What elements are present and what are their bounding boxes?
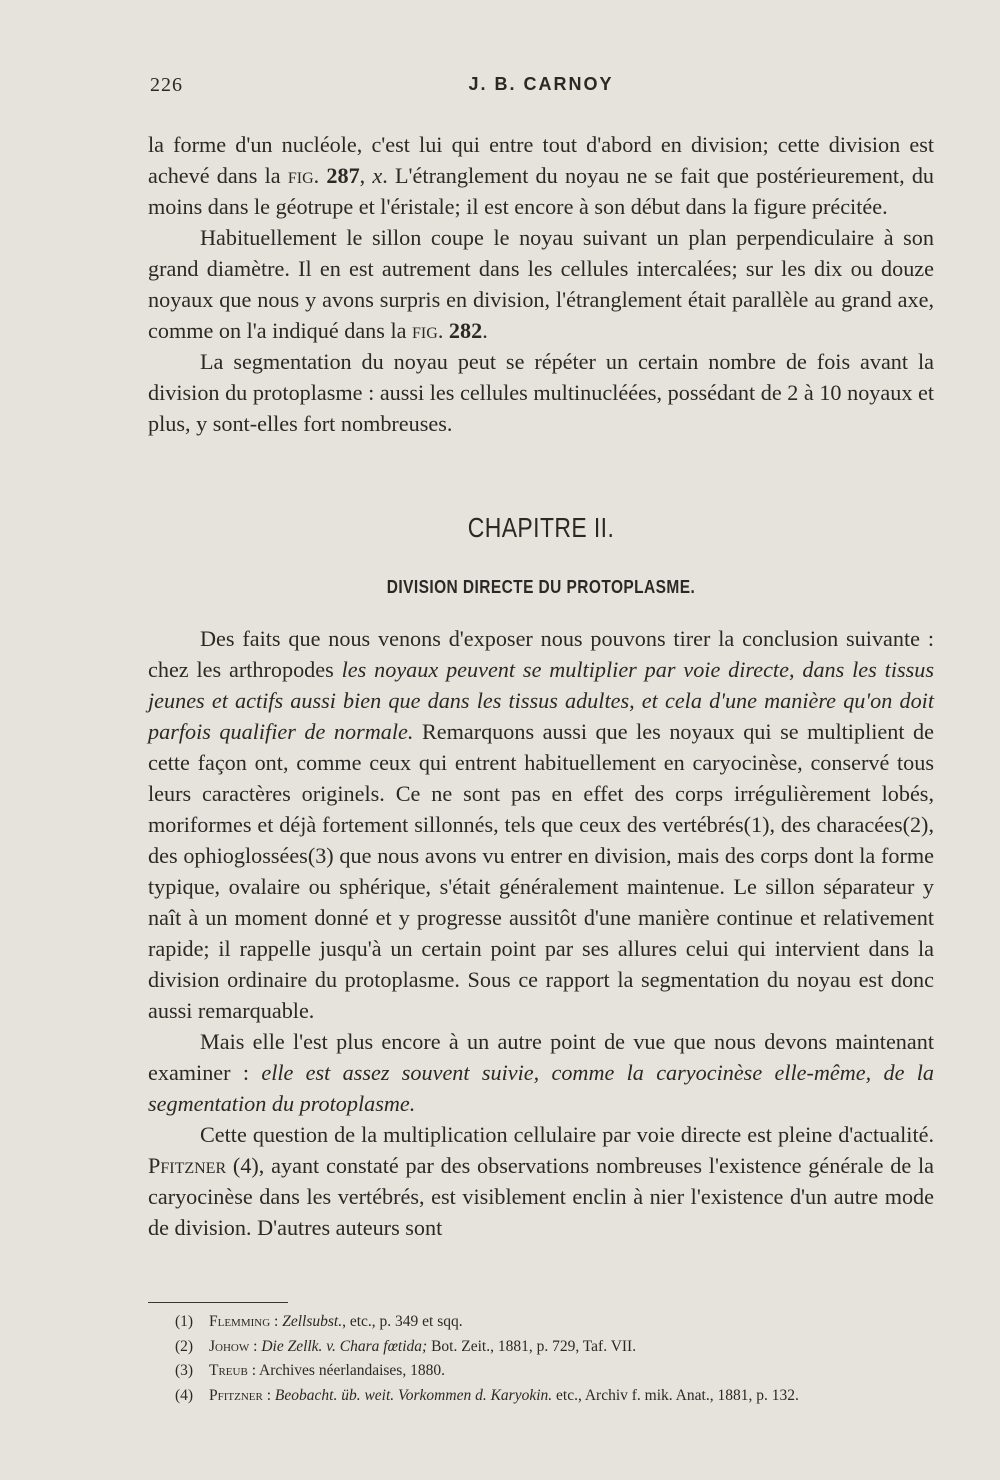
text-run: Cette question de la multiplication cellulaire par voie directe est pleine d'actualité. bbox=[200, 1122, 934, 1147]
footnote-ref: Archives néerlandaises, 1880. bbox=[259, 1362, 445, 1379]
text-run: : bbox=[247, 1362, 260, 1379]
italic-run: les noyaux peuvent se multiplier par voie directe, dans les tissus jeunes et actifs aussi bien que dans les tissus adultes, et cela d'une manière qu'on doit parfois qualifier de normale. bbox=[148, 657, 934, 744]
footnote-number: (1) bbox=[175, 1313, 194, 1330]
footnote-title: Beobacht. üb. weit. Vorkommen d. Karyokin. bbox=[274, 1386, 553, 1404]
text-block-top bbox=[148, 129, 934, 439]
text-run: (4), ayant constaté par des observations nombreuses l'existence générale de la caryocinèse dans les vertébrés, est visiblement enclin à nier l'existence d'un autre mode de division. D'autres auteurs sont bbox=[148, 1153, 934, 1240]
footnote-ref: Bot. Zeit., 1881, p. 729, Taf. VII. bbox=[427, 1337, 637, 1355]
footnote-ref: , etc., p. 349 et sqq. bbox=[342, 1313, 463, 1330]
footnote bbox=[175, 1335, 935, 1360]
footnote-author: Treub bbox=[209, 1362, 248, 1379]
page-number: 226 bbox=[150, 74, 183, 96]
italic-run: elle est assez souvent suivie, comme la caryocinèse elle-même, de la segmentation du protoplasme. bbox=[148, 1060, 934, 1116]
text-run: la forme d'un nucléole, c'est lui qui entre tout d'abord en division; cette division est achevé dans la bbox=[148, 132, 934, 188]
footnote bbox=[175, 1384, 935, 1409]
text-run: Remarquons aussi que les noyaux qui se multiplient de cette façon ont, comme ceux qui entrent habituellement en caryocinèse, conservé tous leurs caractères originels. Ce ne sont pas en effet des corps irrégulièrement lobés, moriformes et déjà fortement sillonnés, tels que ceux des vertébrés(1), des characées(2), des ophioglossées(3) que nous avons vu entrer en division, mais des corps dont la forme typique, ovalaire ou sphérique, s'était généralement maintenue. Le sillon séparateur y naît à un moment donné et y progresse aussitôt d'une manière continue et relativement rapide; il rappelle jusqu'à un certain point par ses allures celui qui intervient dans la division ordinaire du protoplasme. Sous ce rapport la segmentation du noyau est donc aussi remarquable. bbox=[148, 719, 934, 1023]
text-run: : bbox=[262, 1386, 275, 1404]
fig-number: 282 bbox=[448, 318, 483, 343]
text-run: Mais elle l'est plus encore à un autre point de vue que nous devons maintenant examiner : bbox=[148, 1029, 934, 1085]
fig-letter: x bbox=[372, 163, 383, 188]
chapter-subtitle: DIVISION DIRECTE DU PROTOPLASME. bbox=[386, 577, 696, 597]
footnote-title: Zellsubst. bbox=[282, 1313, 343, 1330]
text-run: Habituellement le sillon coupe le noyau suivant un plan perpendiculaire à son grand diamètre. Il en est autrement dans les cellules intercalées; sur les dix ou douze noyaux que nous y avons surpris en division, l'étranglement était parallèle au grand axe, comme on l'a indiqué dans la bbox=[148, 225, 934, 343]
footnote-author: Pfitzner bbox=[209, 1386, 263, 1404]
footnote-number: (4) bbox=[175, 1386, 194, 1404]
footnote-ref: etc., Archiv f. mik. Anat., 1881, p. 132. bbox=[552, 1386, 799, 1404]
text-run: : bbox=[249, 1337, 262, 1355]
footnote-number: (3) bbox=[175, 1362, 194, 1379]
footnotes bbox=[175, 1310, 935, 1408]
text-run: . bbox=[482, 318, 488, 343]
footnote-author: Johow bbox=[209, 1337, 250, 1355]
fig-label: fig. bbox=[287, 163, 320, 188]
footnote-number: (2) bbox=[175, 1337, 194, 1355]
footnote-title: Die Zellk. v. Chara fœtida; bbox=[261, 1337, 428, 1355]
footnote-rule bbox=[148, 1302, 288, 1303]
fig-label: fig. bbox=[412, 318, 444, 343]
footnote bbox=[175, 1359, 935, 1384]
page-header bbox=[150, 70, 932, 102]
fig-number: 287 bbox=[326, 163, 360, 188]
text-run: : bbox=[270, 1313, 283, 1330]
paragraph bbox=[148, 623, 934, 1026]
running-title: J. B. CARNOY bbox=[468, 74, 614, 94]
paragraph: La segmentation du noyau peut se répéter un certain nombre de fois avant la division du protoplasme : aussi les cellules multinucléées, possédant de 2 à 10 noyaux et plus, y sont-elles fort nombreuses. bbox=[148, 349, 934, 436]
paragraph bbox=[148, 1119, 934, 1243]
footnote-author: Flemming bbox=[209, 1313, 271, 1330]
chapter-title: CHAPITRE II. bbox=[467, 512, 615, 543]
paragraph-continued bbox=[148, 129, 934, 222]
paragraph bbox=[148, 1026, 934, 1119]
paragraph bbox=[148, 222, 934, 346]
text-run: . L'étranglement du noyau ne se fait que postérieurement, du moins dans le géotrupe et l'éristale; il est encore à son début dans la figure précitée. bbox=[148, 163, 935, 219]
footnote bbox=[175, 1310, 935, 1335]
text-block-chapter bbox=[148, 623, 934, 1243]
text-run: Des faits que nous venons d'exposer nous pouvons tirer la conclusion suivante : chez les arthropodes bbox=[148, 626, 934, 682]
author-name: Pfitzner bbox=[148, 1153, 227, 1178]
text-run: , bbox=[359, 163, 373, 188]
